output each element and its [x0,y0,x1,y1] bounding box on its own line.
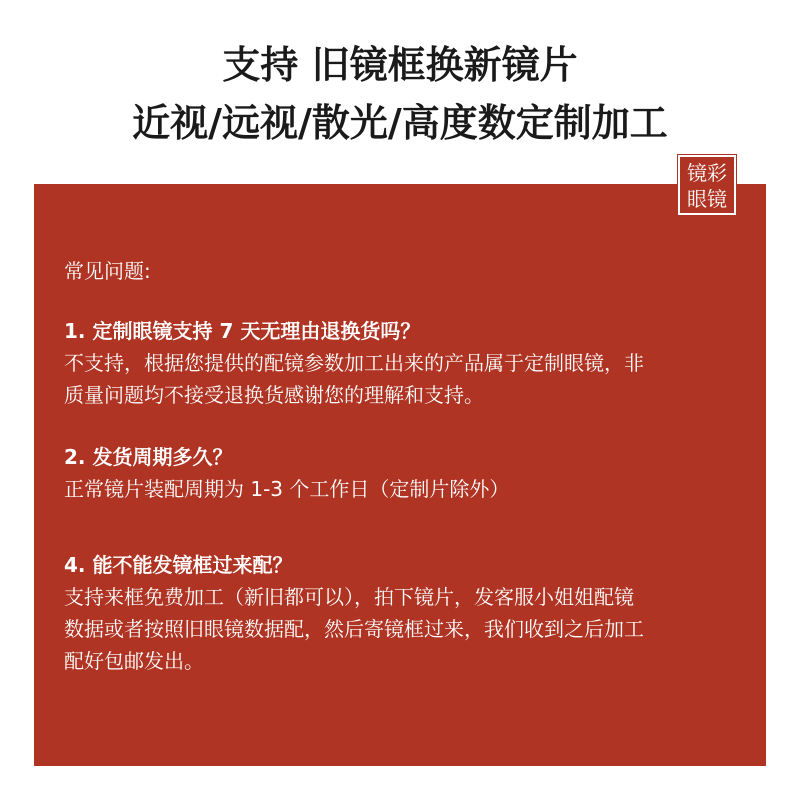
brand-logo-line-2: 眼镜 [687,187,727,211]
faq-answer-3-line-1: 支持来框免费加工（新旧都可以），拍下镜片，发客服小姐姐配镜 [64,585,634,609]
headline-line-2: 近视/远视/散光/高度数定制加工 [132,101,668,145]
faq-answer-3-line-3: 配好包邮发出。 [64,649,204,673]
faq-answer-1-line-1: 不支持，根据您提供的配镜参数加工出来的产品属于定制眼镜，非 [64,351,644,375]
brand-logo-line-1: 镜彩 [687,161,727,185]
faq-question-1: 1. 定制眼镜支持 7 天无理由退换货吗？ [64,319,421,343]
faq-heading: 常见问题: [64,259,151,283]
faq-question-3: 4. 能不能发镜框过来配？ [64,553,293,577]
faq-answer-1-line-2: 质量问题均不接受退换货感谢您的理解和支持。 [64,383,484,407]
faq-question-2: 2. 发货周期多久？ [64,445,233,469]
faq-answer-3-line-2: 数据或者按照旧眼镜数据配，然后寄镜框过来，我们收到之后加工 [64,617,644,641]
faq-answer-2-line-1: 正常镜片装配周期为 1-3 个工作日（定制片除外） [64,477,510,501]
brand-logo [678,155,736,215]
headline-line-1: 支持 旧镜框换新镜片 [222,43,578,87]
